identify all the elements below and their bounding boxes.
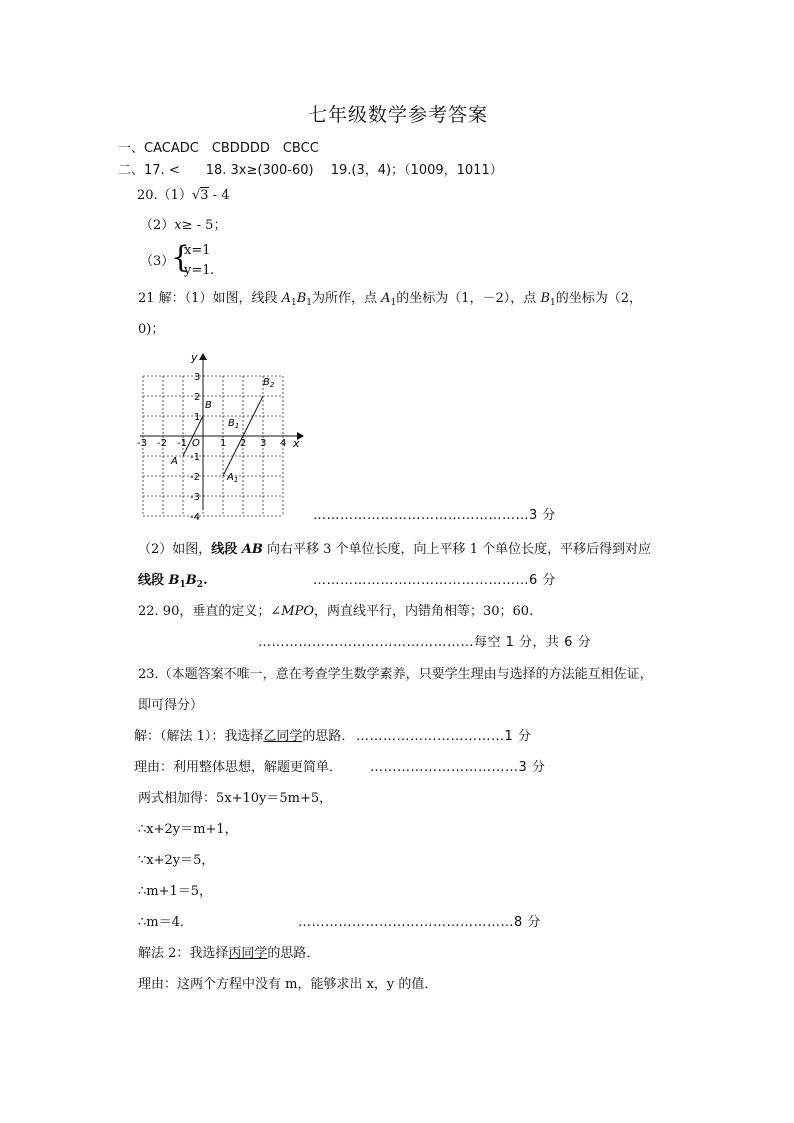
point-a1-label: $A_1$ bbox=[227, 472, 239, 484]
q20-part2-var: x bbox=[174, 218, 182, 233]
period: . bbox=[203, 573, 208, 588]
pt-b-letter: B bbox=[540, 291, 551, 306]
sub-one: 1 bbox=[550, 298, 556, 308]
q20-eq1: x=1 bbox=[184, 243, 211, 258]
system-brace: { bbox=[171, 240, 191, 275]
x-tick-label: -1 bbox=[177, 438, 187, 449]
q23-m2-b: 的思路． bbox=[267, 946, 320, 961]
sub-one: 1 bbox=[290, 298, 297, 308]
q20-part3-label: （3） bbox=[140, 254, 175, 269]
q23-reason2: 理由：这两个方程中没有 m，能够求出 x，y 的值． bbox=[138, 977, 438, 992]
y-tick-label: 3 bbox=[194, 372, 201, 383]
q20-part2-label: （2） bbox=[140, 218, 175, 233]
q20-part1 bbox=[137, 187, 229, 205]
section-one-answers: CACADC CBDDDD CBCC bbox=[144, 141, 319, 156]
q23-eq-2: ∴x+2y＝m+1， bbox=[138, 822, 238, 837]
q23-eq-3: ∵x+2y＝5， bbox=[138, 853, 215, 868]
q23-m1-dots: ……………………………1 分 bbox=[356, 729, 532, 744]
x-tick-label: -3 bbox=[137, 438, 147, 449]
q21-score-dots-2: …………………………………………6 分 bbox=[313, 573, 556, 588]
q23-eq-5: ∴m＝4． bbox=[138, 915, 193, 930]
page-title: 七年级数学参考答案 bbox=[308, 104, 489, 126]
q21-p2-bold: 线段 bbox=[211, 542, 242, 557]
q23-e5-dots: …………………………………………8 分 bbox=[298, 915, 541, 930]
q23-m2-choice: 丙同学 bbox=[228, 946, 268, 961]
y-tick-label: 2 bbox=[194, 392, 201, 403]
q23-method2 bbox=[138, 945, 319, 963]
q23-m1-b: 的思路． bbox=[302, 729, 355, 744]
angle-symbol: ∠ bbox=[270, 604, 282, 619]
pt-a-letter: A bbox=[381, 291, 391, 306]
q22-pre: 22. 90，垂直的定义； bbox=[138, 604, 271, 619]
q23-reason1: 理由：利用整体思想，解题更简单． bbox=[134, 760, 343, 775]
q21-line1 bbox=[138, 290, 642, 308]
q20-eq-end: . bbox=[210, 263, 215, 278]
q23-intro-2: 即可得分） bbox=[138, 698, 204, 713]
y-tick-label: 1 bbox=[194, 412, 201, 423]
y-tick-label: -2 bbox=[190, 472, 200, 483]
q22-post: ，两直线平行，内错角相等；30；60. bbox=[313, 604, 534, 619]
q20-part2-rest: ≥ - 5； bbox=[181, 218, 227, 233]
y-tick-label: -4 bbox=[190, 512, 200, 522]
x-tick-label: 2 bbox=[240, 438, 247, 449]
y-axis-label: y bbox=[191, 352, 198, 364]
x-tick-label: -2 bbox=[157, 438, 167, 449]
q23-m2-a: 解法 2：我选择 bbox=[138, 946, 229, 961]
q23-m1-a: 解：（解法 1）：我选择 bbox=[134, 729, 264, 744]
q23-eq-1: 两式相加得：5x+10y＝5m+5， bbox=[138, 791, 333, 806]
q21-text-c: 的坐标为（1，－2），点 bbox=[396, 291, 541, 306]
q21-p2-a: （2）如图， bbox=[138, 542, 212, 557]
q23-intro-1: 23.（本题答案不唯一，意在考查学生数学素养，只要学生理由与选择的方法能互相佐证， bbox=[138, 667, 653, 682]
q21-part2-line2 bbox=[138, 572, 208, 590]
q21-p2-b: 向右平移 3 个单位长度，向上平移 1 个单位长度，平移后得到对应 bbox=[262, 542, 652, 557]
point-b2-label: $B_2$ bbox=[263, 377, 275, 389]
seg-ab-label: AB bbox=[241, 542, 263, 557]
x-tick-label: 4 bbox=[280, 438, 287, 449]
q20-part1-rest: - 4 bbox=[208, 188, 230, 203]
x-tick-label: 1 bbox=[220, 438, 227, 449]
q20-part2 bbox=[140, 217, 226, 235]
sub-two: 2 bbox=[196, 580, 204, 590]
point-b-label: B bbox=[205, 400, 212, 411]
sub-one: 1 bbox=[390, 298, 397, 308]
seg-b1: B bbox=[168, 573, 180, 588]
y-tick-label: -3 bbox=[190, 492, 200, 503]
q22-score-dots: …………………………………………每空 1 分，共 6 分 bbox=[258, 635, 592, 650]
section-one-label: 一、 bbox=[118, 141, 145, 156]
q23-eq-4: ∴m+1＝5， bbox=[138, 884, 213, 899]
radicand: 3 bbox=[200, 188, 209, 203]
sqrt-sign: √ bbox=[191, 188, 201, 203]
q20-part1-label: 20.（1） bbox=[137, 188, 192, 203]
seg-a-letter: A bbox=[281, 291, 291, 306]
q21-text-b: 为所作，点 bbox=[312, 291, 382, 306]
section-one bbox=[118, 140, 319, 158]
section-two-answers: 17. < 18. 3x≥(300-60) 19.(3，4)；（1009，1011） bbox=[144, 163, 503, 178]
q21-score-dots-1: …………………………………………3 分 bbox=[313, 508, 556, 523]
sub-one: 1 bbox=[179, 580, 186, 590]
angle-mpo: MPO bbox=[281, 604, 314, 619]
point-a-label: A bbox=[171, 456, 178, 467]
coordinate-graph bbox=[135, 352, 305, 522]
q23-method1 bbox=[134, 728, 354, 746]
q21-p2-c: 线段 bbox=[138, 573, 169, 588]
q21-line2: 0)； bbox=[138, 322, 165, 337]
seg-b2: B bbox=[185, 573, 197, 588]
y-axis-arrow bbox=[199, 353, 207, 360]
q20-eq2: y=1 bbox=[184, 263, 211, 278]
section-two bbox=[118, 162, 503, 180]
seg-b-letter: B bbox=[296, 291, 307, 306]
y-tick-label: -1 bbox=[190, 452, 200, 463]
q21-text-a: 21 解：（1）如图，线段 bbox=[138, 291, 282, 306]
x-axis-label: x bbox=[293, 437, 300, 450]
q21-text-d: 的坐标为（2， bbox=[555, 291, 643, 306]
origin-label: O bbox=[192, 438, 200, 449]
q22-line bbox=[138, 603, 533, 621]
sub-one: 1 bbox=[306, 298, 312, 308]
x-tick-label: 3 bbox=[260, 438, 267, 449]
q21-part2-line1 bbox=[138, 541, 651, 559]
point-b1-label: $B_1$ bbox=[228, 418, 240, 430]
section-two-label: 二、 bbox=[118, 163, 145, 178]
q23-m1-choice: 乙同学 bbox=[263, 729, 303, 744]
q23-r1-dots: ……………………………3 分 bbox=[370, 760, 546, 775]
